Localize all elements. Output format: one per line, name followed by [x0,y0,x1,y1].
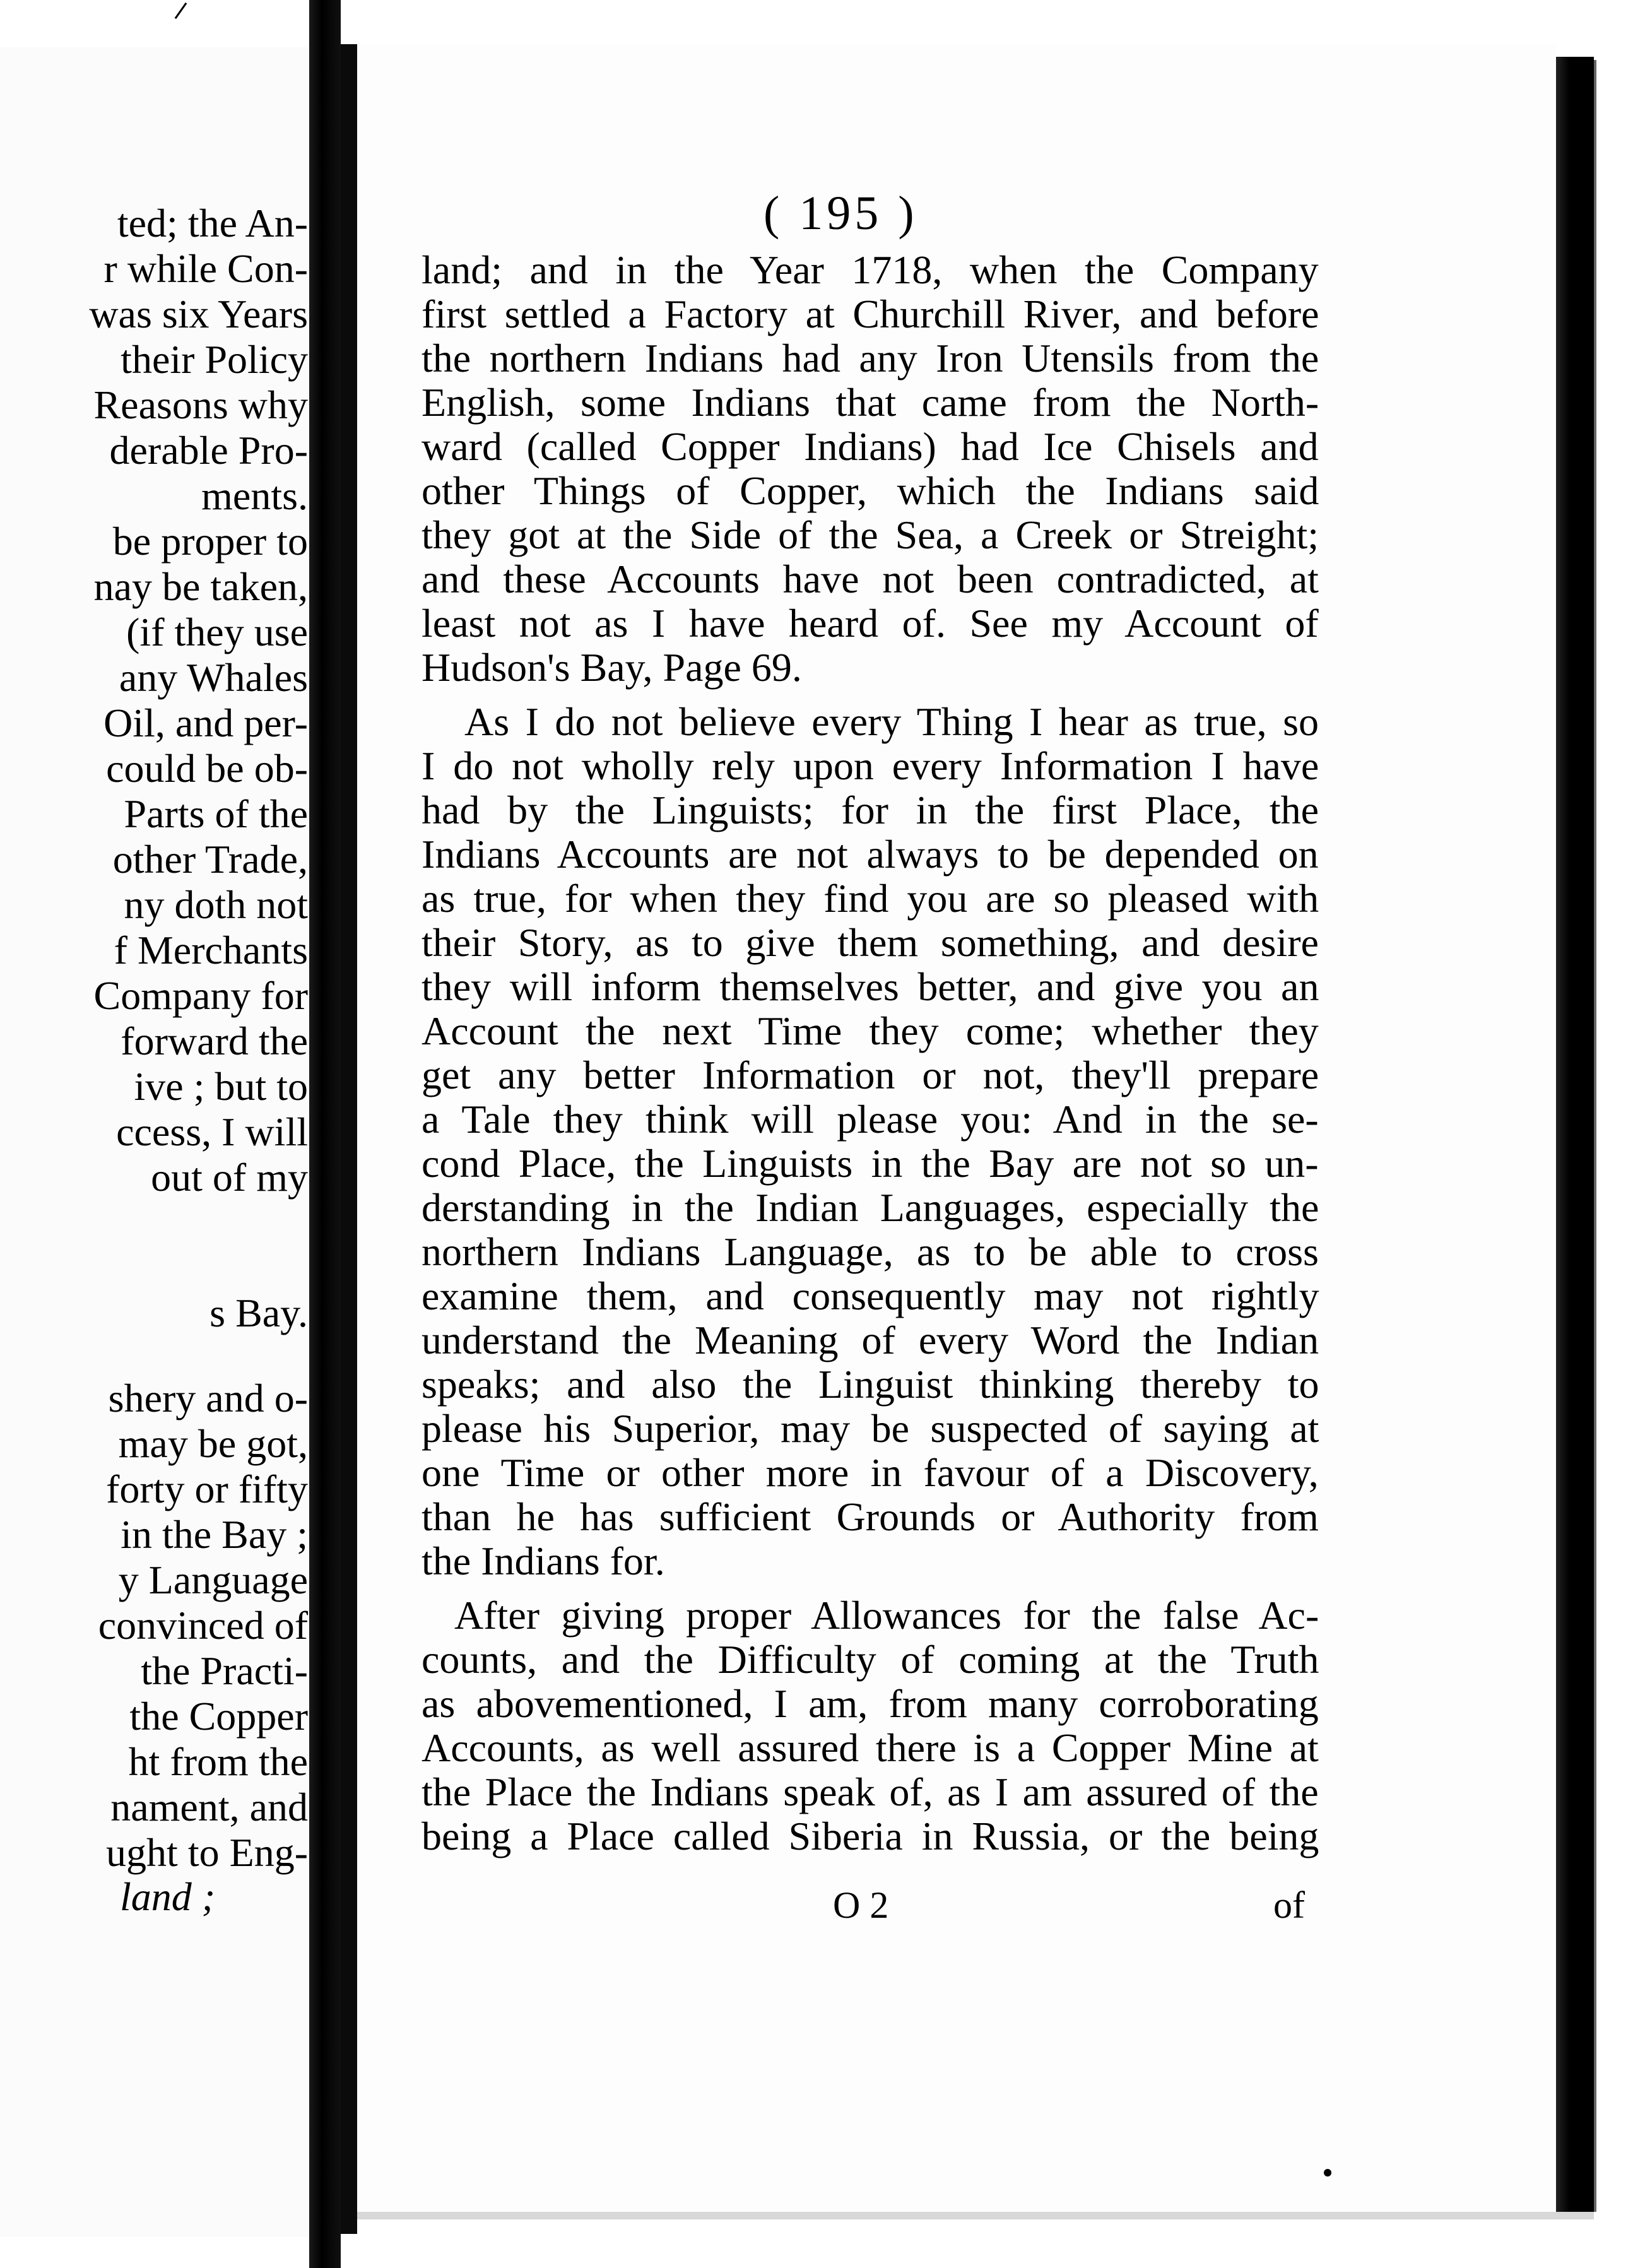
text-line: they will inform themselves better, and give you an [422,964,1319,1009]
text-line: get any better Information or not, they'll prepare [422,1053,1319,1097]
text-line: counts, and the Difficulty of coming at the Truth [422,1637,1319,1682]
catchword: of [1273,1884,1305,1926]
left-line: their Policy [121,337,308,382]
text-line: land; and in the Year 1718, when the Company [422,247,1319,292]
text-line: the Place the Indians speak of, as I am assured of the [422,1769,1319,1814]
left-line: derable Pro- [109,428,308,473]
left-line: nay be taken, [93,564,308,609]
left-line: may be got, [118,1421,308,1466]
left-line: could be ob- [106,746,308,791]
signature-mark: O 2 [833,1884,889,1926]
text-line: one Time or other more in favour of a Discovery, [422,1450,1319,1495]
text-line: Hudson's Bay, Page 69. [422,645,802,690]
text-line: least not as I have heard of. See my Account of [422,601,1319,646]
text-line: examine them, and consequently may not rightly [422,1273,1319,1318]
left-line: land ; [120,1874,216,1919]
left-line: convinced of [98,1603,308,1648]
text-line: had by the Linguists; for in the first Place, the [422,788,1319,832]
paragraph-start: As I do not believe every Thing I hear as true, so [464,699,1319,744]
left-line: nament, and [110,1785,308,1829]
text-line: the northern Indians had any Iron Utensils from the [422,336,1319,381]
left-line: ht from the [128,1739,308,1784]
text-line: northern Indians Language, as to be able to cross [422,1229,1319,1274]
left-line: other Trade, [112,837,308,882]
left-line: ught to Eng- [106,1830,308,1875]
left-line: be proper to [112,519,308,564]
text-line: as true, for when they find you are so pleased with [422,876,1319,921]
left-line: in the Bay ; [121,1512,308,1557]
text-line: than he has sufficient Grounds or Authority from [422,1494,1319,1539]
page-number: ( 195 ) [763,187,918,240]
left-line: f Merchants [114,928,308,972]
text-line: speaks; and also the Linguist thinking thereby to [422,1362,1319,1407]
left-line: forward the [121,1019,308,1063]
page-edge-line [1594,60,1596,2212]
text-line: I do not wholly rely upon every Information I have [422,743,1319,788]
text-line: Accounts, as well assured there is a Copper Mine at [422,1725,1319,1770]
left-line: ments. [201,473,308,518]
text-line: please his Superior, may be suspected of saying at [422,1406,1319,1451]
text-line: understand the Meaning of every Word the Indian [422,1318,1319,1362]
ink-spot [1324,2169,1331,2176]
text-line: being a Place called Siberia in Russia, or the being [422,1814,1319,1858]
left-line: ccess, I will [116,1109,308,1154]
text-line: Indians Accounts are not always to be depended on [422,832,1319,877]
text-line: cond Place, the Linguists in the Bay are not so un- [422,1141,1319,1186]
text-line: English, some Indians that came from the North- [422,380,1319,425]
left-line: ny doth not [124,882,308,927]
left-line: (if they use [126,610,308,654]
left-line: shery and o- [108,1376,308,1420]
left-line: Parts of the [124,791,308,836]
text-line: their Story, as to give them something, and desire [422,920,1319,965]
left-line: the Practi- [141,1648,308,1693]
left-line: Oil, and per- [103,700,308,745]
right-page-edge [1556,57,1594,2215]
left-line: Company for [93,973,308,1018]
bottom-edge-shadow [357,2212,1594,2219]
left-line: y Language [118,1557,308,1602]
text-line: they got at the Side of the Sea, a Creek or Streight; [422,512,1319,557]
left-line: forty or fifty [106,1467,308,1511]
left-line: Reasons why [93,382,308,427]
text-line: the Indians for. [422,1539,665,1583]
left-line: ive ; but to [134,1064,308,1109]
text-line: as abovementioned, I am, from many corroborating [422,1681,1319,1726]
text-line: first settled a Factory at Churchill River, and before [422,292,1319,336]
page-edge-shadow [341,44,357,2234]
text-line: ward (called Copper Indians) had Ice Chisels and [422,424,1319,469]
margin-mark [175,3,187,19]
text-line: and these Accounts have not been contradicted, at [422,557,1319,601]
text-line: Account the next Time they come; whether they [422,1008,1319,1053]
book-gutter [309,0,341,2268]
paragraph-start: After giving proper Allowances for the false Ac- [454,1593,1319,1638]
left-line: out of my [151,1155,308,1200]
left-line: was six Years [89,292,308,336]
left-line: r while Con- [103,246,308,291]
text-line: a Tale they think will please you: And in the se- [422,1097,1319,1142]
left-line: the Copper [129,1694,308,1739]
text-line: other Things of Copper, which the Indians said [422,468,1319,513]
left-line: ted; the An- [117,201,308,245]
left-line: any Whales [119,655,308,700]
text-line: derstanding in the Indian Languages, especially the [422,1185,1319,1230]
left-line: s Bay. [209,1291,308,1335]
